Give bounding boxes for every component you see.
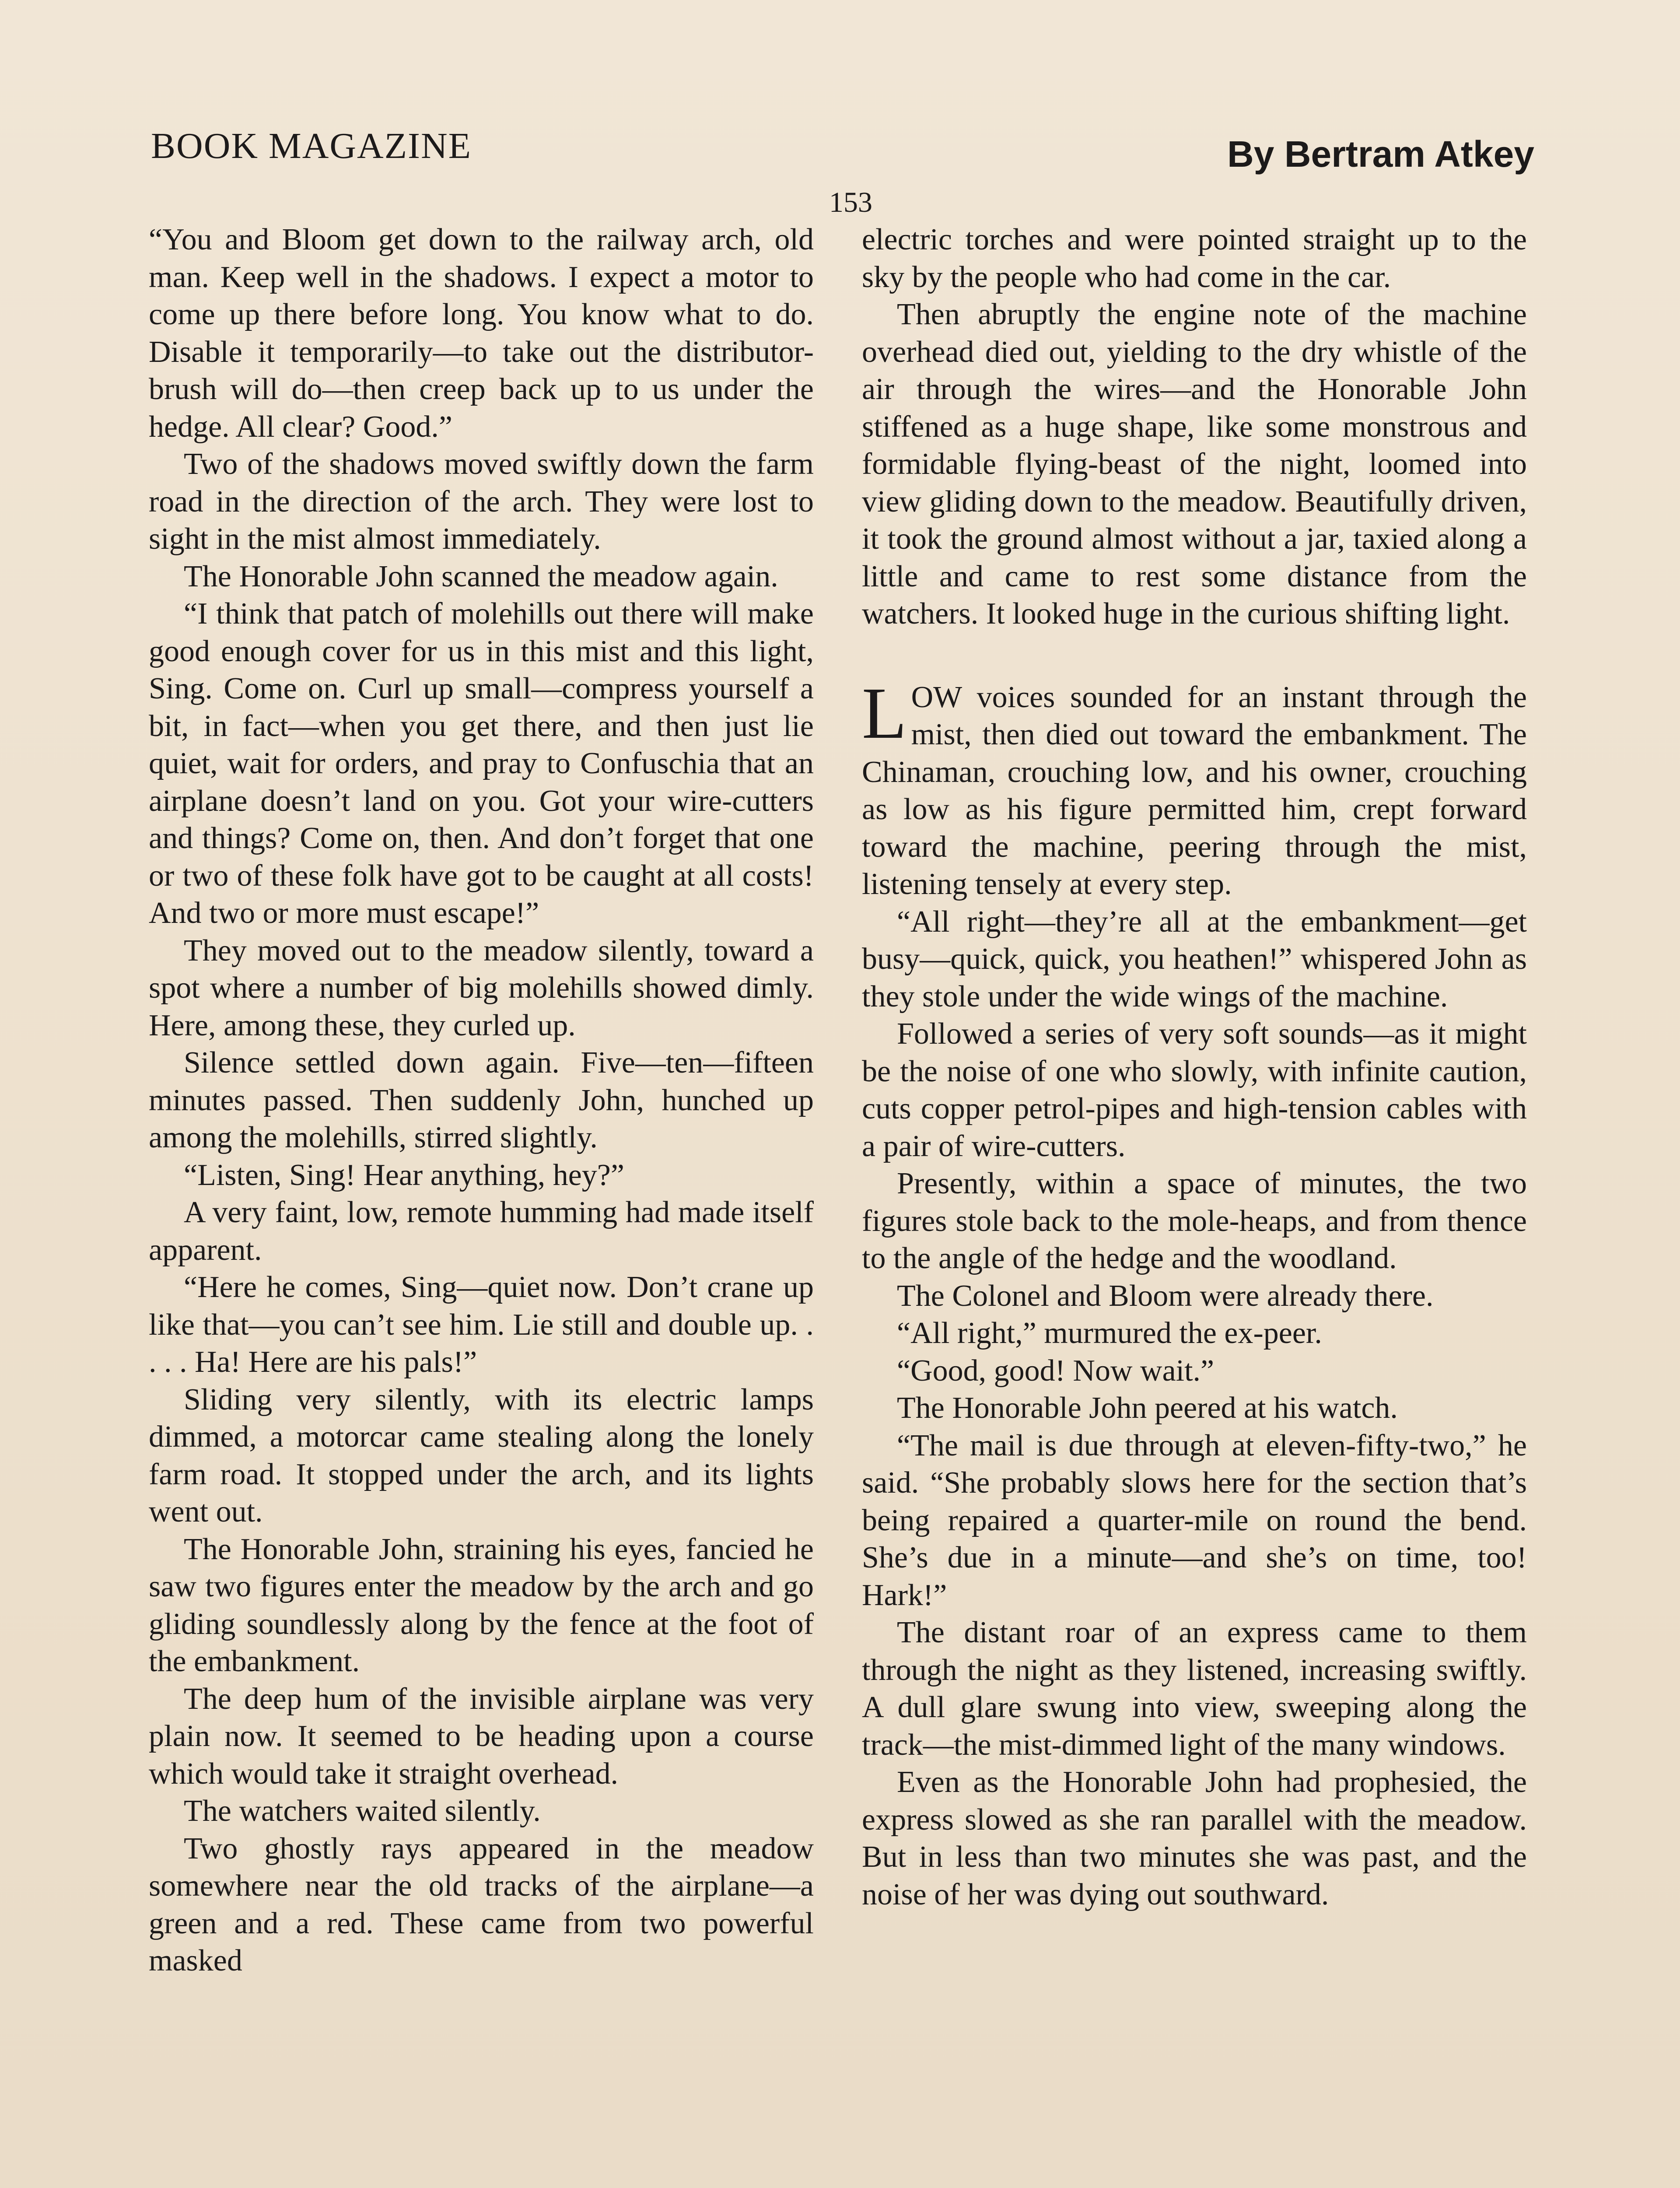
page-number: 153 xyxy=(829,186,872,218)
paragraph: The deep hum of the invisible airplane was very plain now. It seemed to be heading upon a course which would take it straight overhead. xyxy=(149,1682,814,1791)
author-byline: By Bertram Atkey xyxy=(1227,133,1534,175)
paragraph: A very faint, low, remote humming had made itself apparent. xyxy=(149,1196,814,1267)
paragraph: “Good, good! Now wait.” xyxy=(897,1353,1214,1388)
paragraph: The Honorable John, straining his eyes, fancied he saw two figures enter the meadow by the arch and go gliding soundlessly along by the fence at the foot of the embankment. xyxy=(149,1532,814,1678)
paragraph: The Colonel and Bloom were already there. xyxy=(897,1279,1434,1313)
paragraph: The distant roar of an express came to them through the night as they listened, increasing swiftly. A dull glare swung into view, sweeping along the track—the mist-dimmed light of the many windows. xyxy=(862,1616,1527,1762)
paragraph: Then abruptly the engine note of the machine overhead died out, yielding to the dry whistle of the air through the wires—and the Honorable John stiffened as a huge shape, like some monstrous and formidable flying-beast of the night, loomed into view gliding down to the meadow. Beautifully driven, it took the ground almost without a jar, taxied along a little and came to rest some distance from the watchers. It looked huge in the curious shifting light. xyxy=(862,298,1527,631)
paragraph: The watchers waited silently. xyxy=(184,1794,541,1828)
paragraph: The Honorable John scanned the meadow again. xyxy=(184,559,778,593)
paragraph: electric torches and were pointed straight up to the sky by the people who had come in the car. xyxy=(862,223,1527,294)
paragraph: Sliding very silently, with its electric lamps dimmed, a motorcar came stealing along the lonely farm road. It stopped under the arch, and its lights went out. xyxy=(149,1382,814,1529)
paragraph: “All right—they’re all at the embankment—get busy—quick, quick, you heathen!” whispered John as they stole under the wide wings of the machine. xyxy=(862,905,1527,1013)
paragraph: “All right,” murmured the ex-peer. xyxy=(897,1316,1322,1350)
section-opening-paragraph xyxy=(862,672,1527,903)
drop-cap: L xyxy=(862,672,907,754)
paragraph: Presently, within a space of minutes, the two figures stole back to the mole-heaps, and from thence to the angle of the hedge and the woodland. xyxy=(862,1167,1527,1275)
paragraph-text: OW voices sounded for an instant through the mist, then died out toward the embankment. The Chinaman, crouching low, and his owner, crouching as low as his figure permitted him, crept forward toward the machine, peering through the mist, listening tensely at every step. xyxy=(862,680,1527,901)
paragraph: “Here he comes, Sing—quiet now. Don’t crane up like that—you can’t see him. Lie still and double up. . . . . Ha! Here are his pals!” xyxy=(149,1270,814,1379)
paragraph: Two ghostly rays appeared in the meadow somewhere near the old tracks of the airplane—a green and a red. These came from two powerful masked xyxy=(149,1831,814,1978)
magazine-title: BOOK MAGAZINE xyxy=(151,126,472,166)
paragraph: “Listen, Sing! Hear anything, hey?” xyxy=(184,1158,624,1192)
paragraph: The Honorable John peered at his watch. xyxy=(897,1391,1398,1425)
paragraph: “You and Bloom get down to the railway arch, old man. Keep well in the shadows. I expect a motor to come up there before long. You know what to do. Disable it temporarily—to take out the distributor-brush will do—then creep back up to us under the hedge. All clear? Good.” xyxy=(149,223,814,444)
paragraph: They moved out to the meadow silently, toward a spot where a number of big molehills showed dimly. Here, among these, they curled up. xyxy=(149,933,814,1042)
right-column xyxy=(862,221,1527,1913)
paragraph: Two of the shadows moved swiftly down the farm road in the direction of the arch. They were lost to sight in the mist almost immediately. xyxy=(149,447,814,556)
paragraph: Even as the Honorable John had prophesied, the express slowed as she ran parallel with the meadow. But in less than two minutes she was past, and the noise of her was dying out southward. xyxy=(862,1765,1527,1911)
paragraph: “The mail is due through at eleven-fifty-two,” he said. “She probably slows here for the section that’s being repaired a quarter-mile on round the bend. She’s due in a minute—and she’s on time, too! Hark!” xyxy=(862,1428,1527,1612)
paragraph: Followed a series of very soft sounds—as it might be the noise of one who slowly, with infinite caution, cuts copper petrol-pipes and high-tension cables with a pair of wire-cutters. xyxy=(862,1017,1527,1163)
paragraph: “I think that patch of molehills out there will make good enough cover for us in this mist and this light, Sing. Come on. Curl up small—compress yourself a bit, in fact—when you get there, and then just lie quiet, wait for orders, and pray to Confuschia that an airplane doesn’t land on you. Got your wire-cutters and things? Come on, then. And don’t forget that one or two of these folk have got to be caught at all costs! And two or more must escape!” xyxy=(149,597,814,930)
left-column xyxy=(149,221,814,1980)
paragraph: Silence settled down again. Five—ten—fifteen minutes passed. Then suddenly John, hunched up among the molehills, stirred slightly. xyxy=(149,1046,814,1154)
